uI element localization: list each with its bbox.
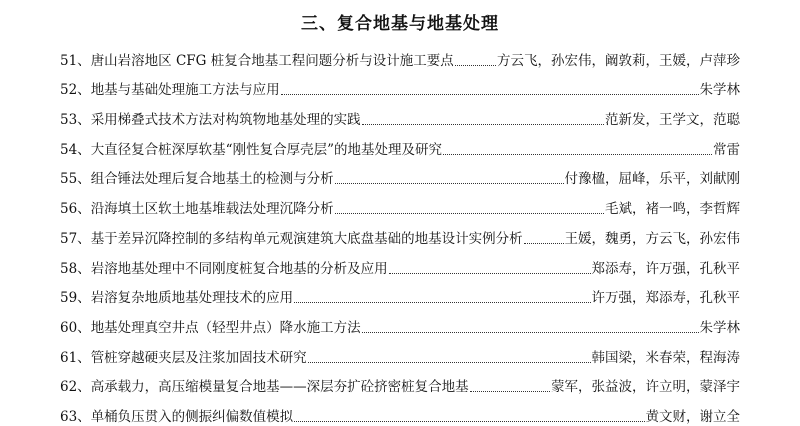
entry-authors: 韩国梁，米春荣，程海涛 [591, 349, 740, 366]
entry-authors: 黄文财，谢立全 [645, 408, 740, 425]
dot-leader [389, 272, 591, 274]
dot-leader [335, 212, 604, 214]
toc-entry[interactable] [60, 396, 740, 426]
dot-leader [294, 301, 590, 303]
toc-entry[interactable] [60, 248, 740, 278]
toc-entry[interactable] [60, 307, 740, 337]
entry-authors: 付豫楹，屈峰，乐平，刘献刚 [564, 171, 740, 188]
entry-title: 高承载力，高压缩模量复合地基——深层夯扩砼挤密桩复合地基 [90, 379, 469, 396]
entry-title: 单桶负压贯入的侧振纠偏数值模拟 [90, 408, 294, 425]
entry-authors: 郑添寿，许万强，孔秋平 [591, 260, 740, 277]
entry-authors: 毛斌，褚一鸣，李哲辉 [605, 201, 740, 218]
toc-entry[interactable] [60, 278, 740, 308]
toc-entry[interactable] [60, 70, 740, 100]
entry-number: 60、 [60, 319, 91, 336]
entry-title: 沿海填土区软土地基堆载法处理沉降分析 [90, 201, 334, 218]
toc-entry[interactable] [60, 367, 740, 397]
entry-title: 管桩穿越硬夹层及注浆加固技术研究 [90, 349, 307, 366]
toc-entry[interactable] [60, 188, 740, 218]
entry-number: 51、 [60, 52, 91, 69]
entry-title: 地基与基础处理施工方法与应用 [90, 82, 280, 99]
entry-title: 唐山岩溶地区 CFG 桩复合地基工程问题分析与设计施工要点 [90, 52, 454, 69]
entry-title: 岩溶地基处理中不同刚度桩复合地基的分析及应用 [90, 260, 388, 277]
dot-leader [294, 420, 644, 422]
dot-leader [308, 361, 591, 363]
dot-leader [362, 123, 604, 125]
entry-title: 岩溶复杂地质地基处理技术的应用 [90, 290, 294, 307]
entry-number: 57、 [60, 230, 91, 247]
entry-authors: 王媛，魏勇，方云飞，孙宏伟 [564, 230, 740, 247]
section-heading: 三、复合地基与地基处理 [301, 14, 499, 34]
entry-authors: 蒙军，张益波，许立明，蒙泽宇 [551, 379, 740, 396]
dot-leader [524, 242, 564, 244]
dot-leader [335, 182, 564, 184]
dot-leader [455, 64, 496, 66]
entry-number: 53、 [60, 112, 91, 129]
toc-entry[interactable] [60, 99, 740, 129]
entry-title: 采用梯叠式技术方法对构筑物地基处理的实践 [90, 112, 361, 129]
toc-entry[interactable] [60, 218, 740, 248]
entry-title: 地基处理真空井点（轻型井点）降水施工方法 [90, 319, 361, 336]
entry-authors: 朱学林 [699, 82, 740, 99]
entry-title: 大直径复合桩深厚软基“刚性复合厚壳层”的地基处理及研究 [90, 141, 442, 158]
entry-number: 54、 [60, 141, 91, 158]
entry-title: 基于差异沉降控制的多结构单元观演建筑大底盘基础的地基设计实例分析 [90, 230, 523, 247]
entry-number: 52、 [60, 82, 91, 99]
dot-leader [443, 153, 712, 155]
entry-authors: 朱学林 [699, 319, 740, 336]
entry-number: 61、 [60, 349, 91, 366]
dot-leader [362, 331, 699, 333]
entry-authors: 范新发，王学文，范聪 [605, 112, 740, 129]
dot-leader [281, 93, 699, 95]
table-of-contents [60, 40, 740, 426]
toc-entry[interactable] [60, 337, 740, 367]
entry-title: 组合锤法处理后复合地基土的检测与分析 [90, 171, 334, 188]
toc-entry[interactable] [60, 129, 740, 159]
toc-entry[interactable] [60, 159, 740, 189]
entry-authors: 常雷 [713, 141, 740, 158]
toc-entry[interactable] [60, 40, 740, 70]
entry-authors: 方云飞，孙宏伟，阚敦莉，王媛，卢萍珍 [497, 52, 740, 69]
entry-number: 55、 [60, 171, 91, 188]
entry-number: 56、 [60, 201, 91, 218]
entry-number: 63、 [60, 408, 91, 425]
entry-authors: 许万强，郑添寿，孔秋平 [591, 290, 740, 307]
entry-number: 62、 [60, 379, 91, 396]
dot-leader [470, 390, 550, 392]
entry-number: 59、 [60, 290, 91, 307]
entry-number: 58、 [60, 260, 91, 277]
